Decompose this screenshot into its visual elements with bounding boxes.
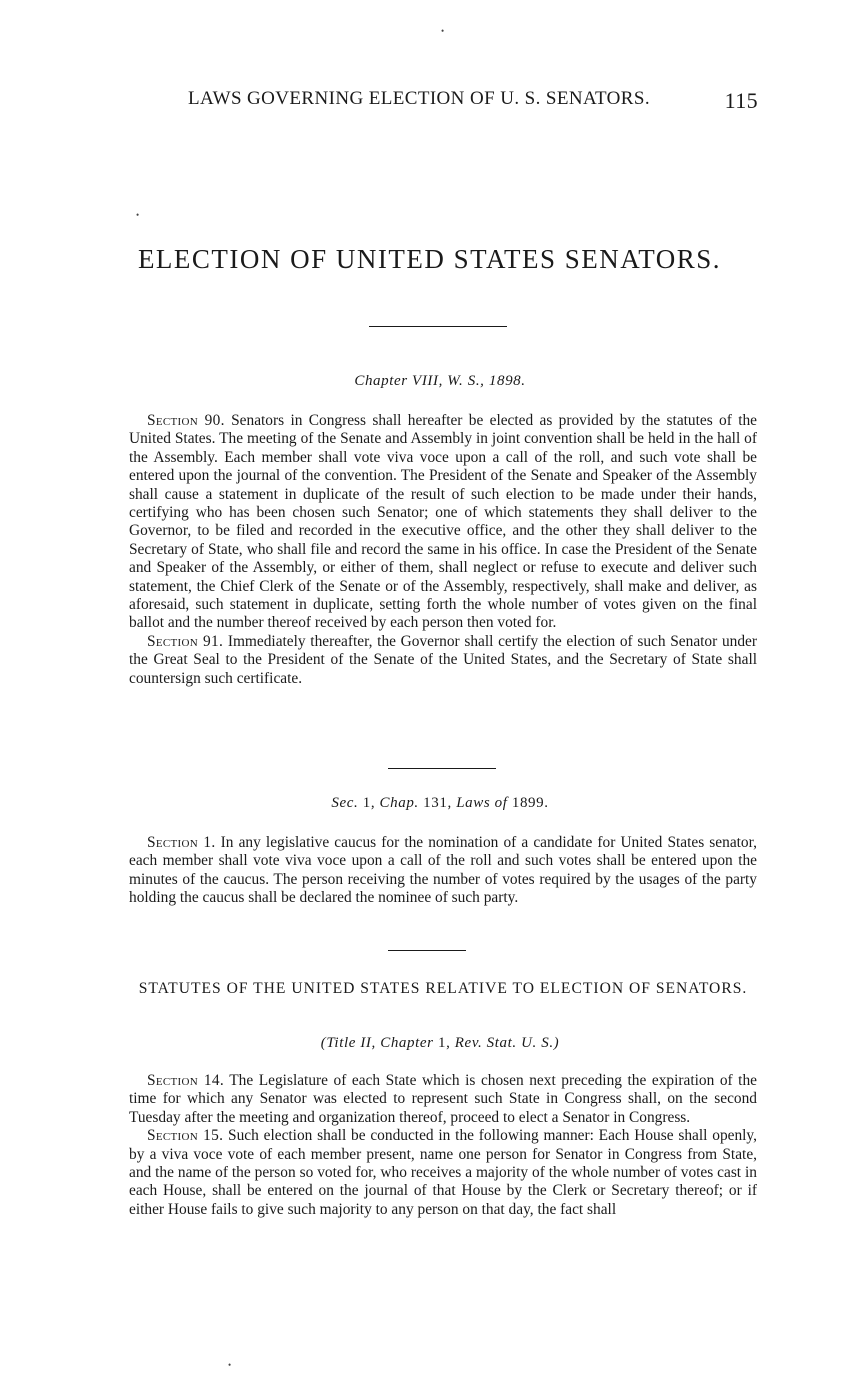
citation-laws-1899: Sec. 1, Chap. 131, Laws of 1899. (331, 795, 549, 811)
section-14-text: The Legislature of each State which is chosen next preceding the expiration of the time for which any Senator was elected to represent such State in Congress shall, on the second Tuesday after the meeting and organization thereof, proceed to elect a Senator in Congress. (129, 1072, 757, 1126)
scan-speck-1: • (441, 26, 445, 36)
section-91-text: Immediately thereafter, the Governor shall certify the election of such Senator under the Great Seal to the President of the Senate of the United States, and the Secretary of State shall countersign such certificate. (129, 632, 757, 687)
citation-sec: Sec. (331, 795, 359, 811)
citation-rev-stat-text: Rev. Stat. U. S.) (454, 1035, 560, 1051)
section-90-label: Section 90. (147, 412, 225, 429)
section-15-label: Section 15. (147, 1127, 224, 1145)
running-title: LAWS GOVERNING ELECTION OF U. S. SENATORS. (188, 88, 650, 109)
scan-speck-3: • (228, 1360, 232, 1370)
statutes-heading: STATUTES OF THE UNITED STATES RELATIVE TO ELECTION OF SENATORS. (138, 980, 748, 997)
divider-rule-1 (369, 326, 507, 327)
citation-sec-number: 1 (362, 795, 371, 811)
section-91-label: Section 91. (147, 632, 224, 650)
citation-year: 1899. (511, 795, 549, 811)
block-2-body (129, 834, 757, 908)
citation-title: (Title II, Chapter (320, 1035, 434, 1051)
section-14-label: Section 14. (147, 1072, 224, 1089)
divider-rule-3 (388, 950, 466, 951)
section-90-paragraph (129, 412, 757, 633)
scan-speck-2: • (136, 210, 140, 220)
section-15-text: Such election shall be conducted in the following manner: Each House shall openly, by a viva voce vote of each member present, name one person for Senator in Congress from State, and the name of the person so voted for, who receives a majority of the whole number of votes cast in each House, shall be entered on the journal of that House by the Clerk or Secretary thereof; or if either House fails to give such majority to any person on that day, the fact shall (129, 1127, 757, 1218)
citation-rev-stat: (Title II, Chapter 1, Rev. Stat. U. S.) (320, 1035, 560, 1051)
citation-chapter-number: 1 (437, 1035, 447, 1051)
section-91-paragraph (129, 633, 757, 688)
page-number: 115 (724, 88, 758, 113)
section-90-text: Senators in Congress shall hereafter be elected as provided by the statutes of the United States. The meeting of the Senate and Assembly in joint convention shall be held in the hall of the Assembly. Each member shall vote viva voce upon a call of the roll, and such vote shall be entered upon the journal of the convention. The President of the Senate and Speaker of the Assembly shall cause a statement in duplicate of the result of such election to be made under their hands, certifying who has been chosen such Senator; one of which statements they shall deliver to the Governor, to be filed and recorded in the executive office, and the other they shall deliver to the Secretary of State, who shall file and record the same in his office. In case the President of the Senate and Speaker of the Assembly, or either of them, shall neglect or refuse to execute and deliver such statement, the Chief Clerk of the Senate or of the Assembly, respectively, shall make and deliver, as aforesaid, such statement in duplicate, setting forth the whole number of votes given on the final ballot and the number thereof received by each person then voted for. (129, 412, 757, 632)
section-1-text: In any legislative caucus for the nomination of a candidate for United States senator, each member shall vote viva voce upon a call of the roll and such votes shall be entered upon the minutes of the caucus. The person receiving the number of votes required by the usages of the party holding the caucus shall be declared the nominee of such party. (129, 834, 757, 907)
block-3-body (129, 1072, 757, 1219)
divider-rule-2 (388, 768, 496, 769)
citation-chap-number: 131 (423, 795, 448, 811)
main-title: ELECTION OF UNITED STATES SENATORS. (137, 244, 722, 274)
section-1-paragraph (129, 834, 757, 908)
citation-chapter-viii: Chapter VIII, W. S., 1898. (354, 373, 526, 389)
section-15-paragraph (129, 1127, 757, 1219)
block-1-body (129, 412, 757, 688)
section-14-paragraph (129, 1072, 757, 1127)
running-head (188, 88, 758, 113)
citation-laws-of: Laws of (456, 795, 508, 811)
citation-chap: Chap. (379, 795, 419, 811)
section-1-label: Section 1. (147, 834, 216, 851)
